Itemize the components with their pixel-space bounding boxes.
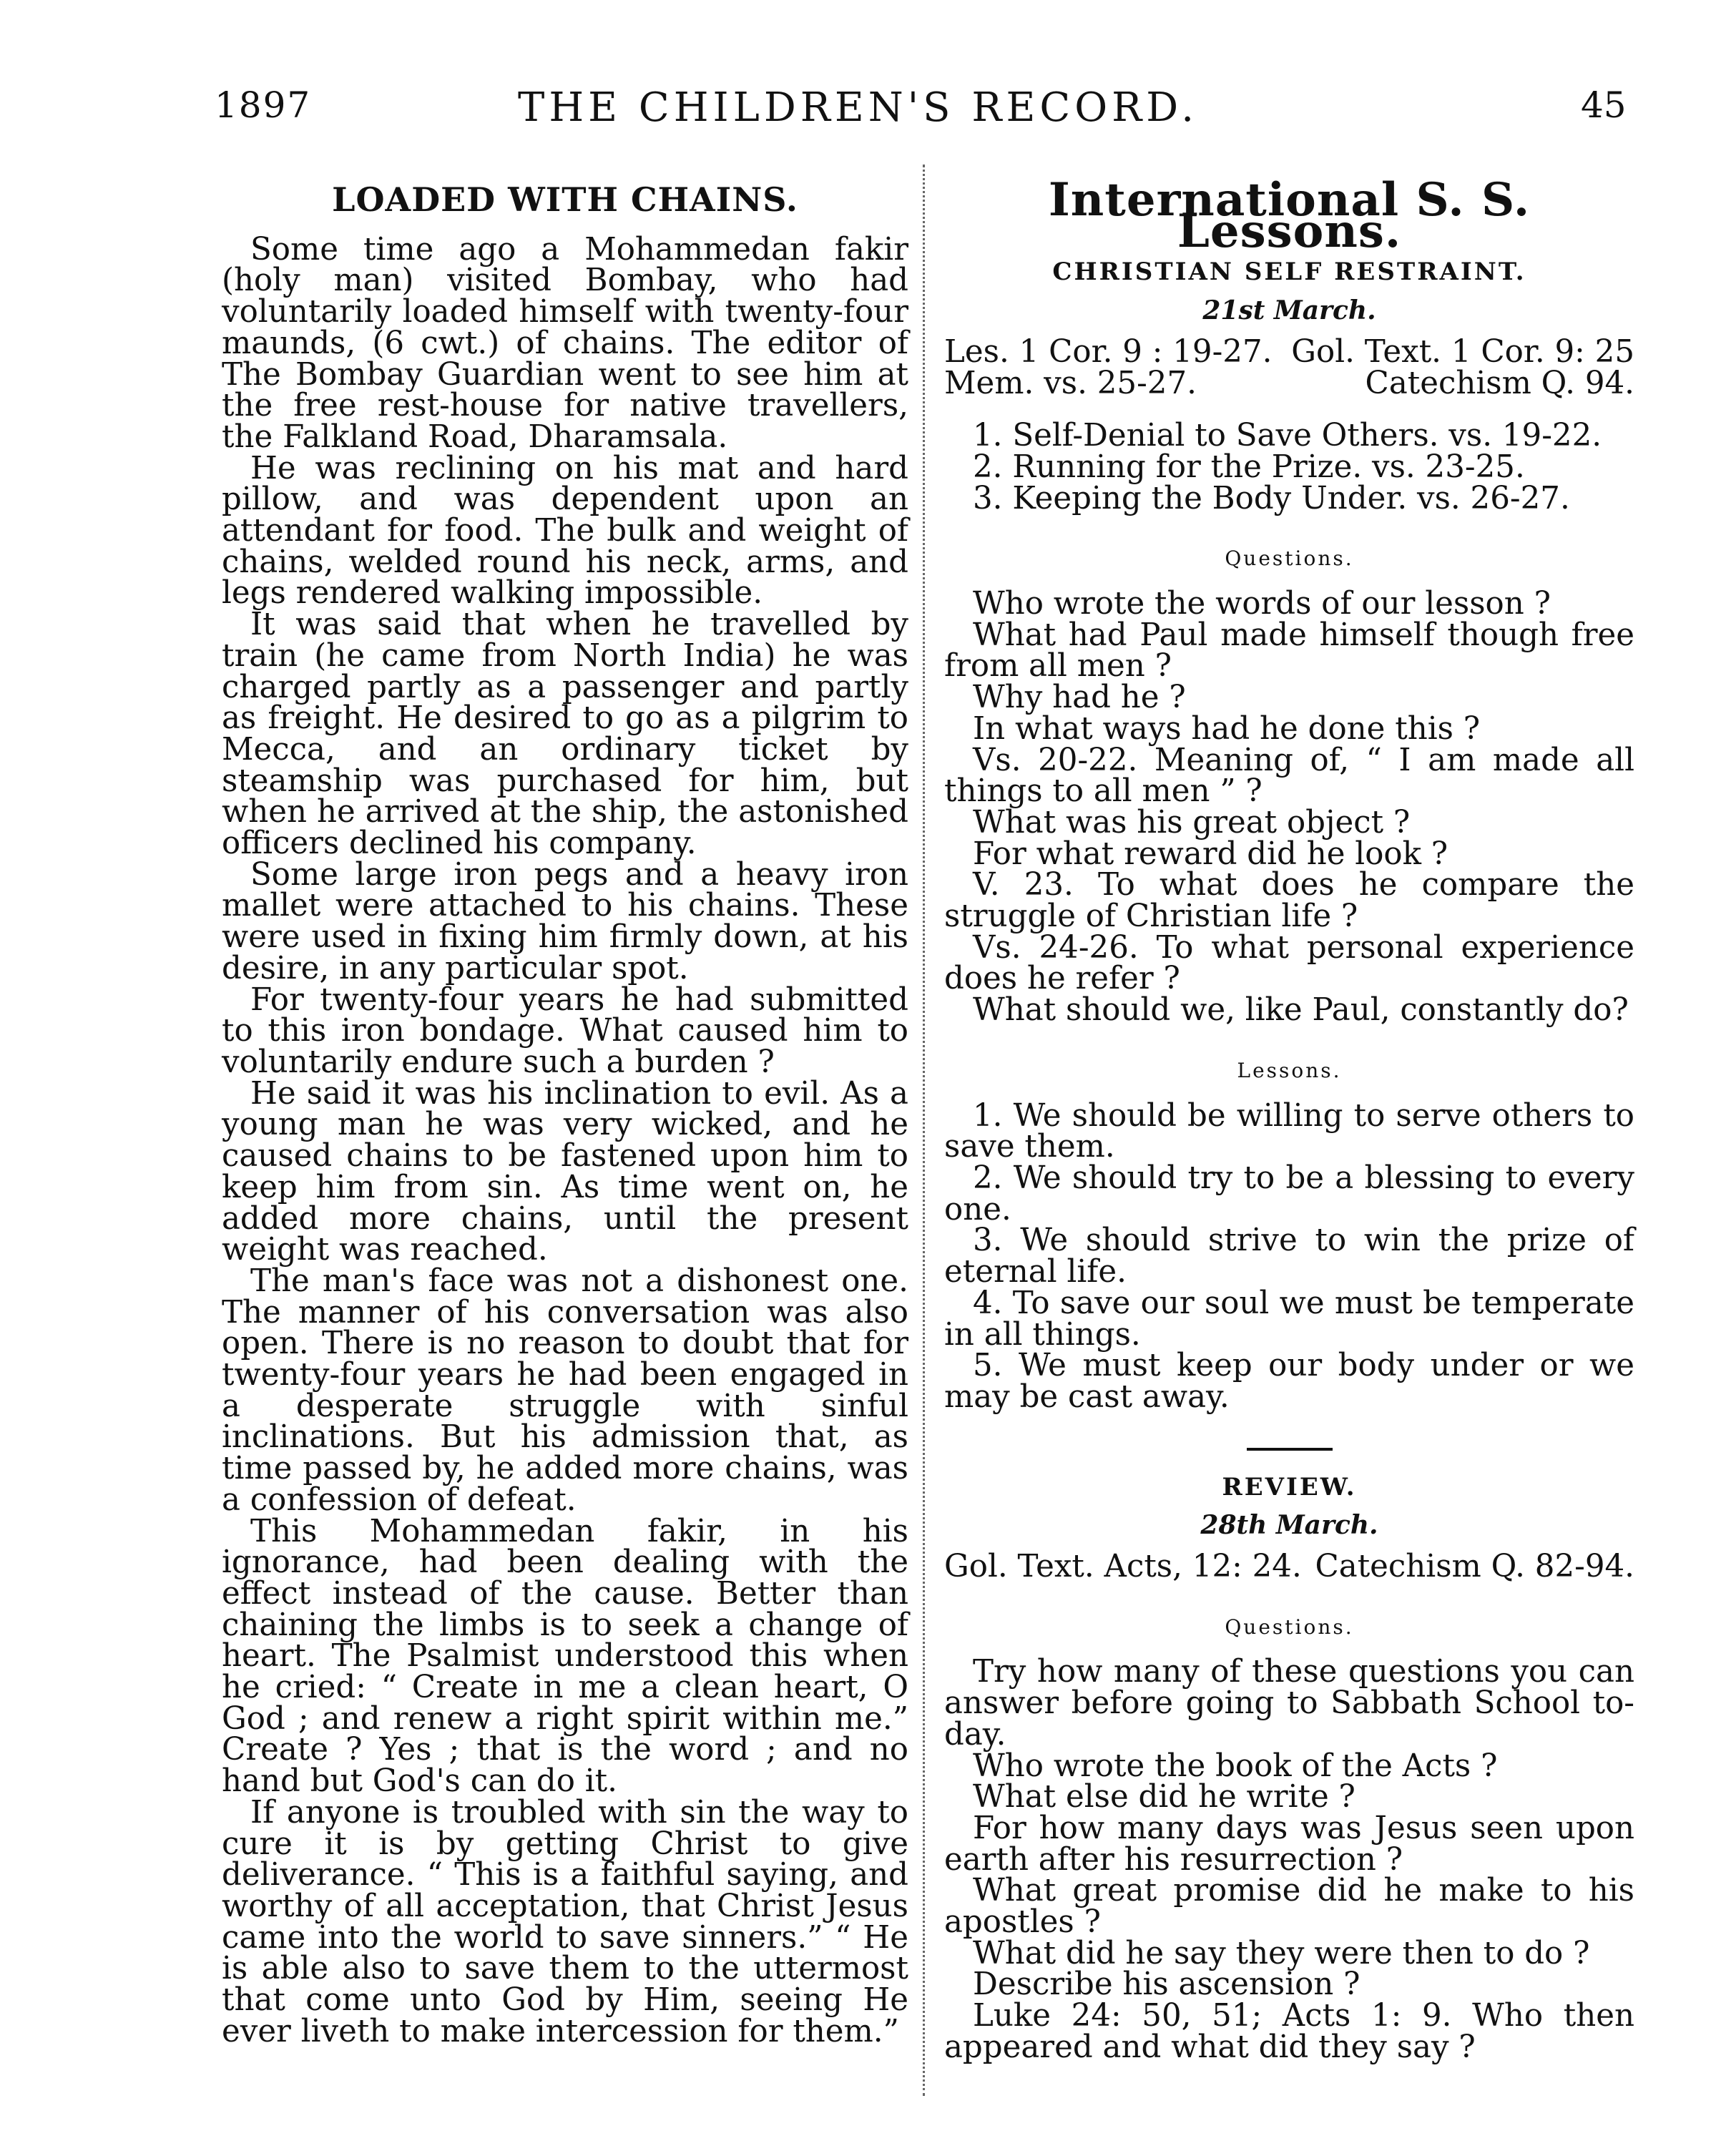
review-question: Try how many of these questions you can answer before going to Sabbath School to-day. <box>944 1654 1634 1753</box>
catechism-ref: Catechism Q. 94. <box>1365 365 1634 401</box>
article-paragraph: Some time ago a Mohammedan fakir (holy man) visited Bombay, who had voluntarily loaded himself with twenty-four maunds, (6 cwt.) of chains. The editor of The Bombay Guardian went to see him at the free rest-house for native travellers, the Falkland Road, Dharamsala. <box>222 231 908 455</box>
question: Vs. 24-26. To what personal experience does he refer ? <box>944 929 1634 997</box>
review-question: For how many days was Jesus seen upon earth after his resurrection ? <box>944 1810 1634 1878</box>
article-paragraph: If anyone is troubled with sin the way to cure it is by getting Christ to give deliverance. “ This is a faithful saying, and worthy of all acceptation, that Christ Jesus came into the world to save sinners.” “ He is able also to save them to the uttermost that come unto God by Him, seeing He ever liveth to make intercession for them.” <box>222 1794 908 2049</box>
question: What should we, like Paul, constantly do? <box>973 992 1629 1029</box>
question: What had Paul made himself though free from all men ? <box>944 617 1634 685</box>
left-column <box>222 180 908 2049</box>
lesson-point: 3. We should strive to win the prize of eternal life. <box>944 1222 1634 1290</box>
catechism-ref: Catechism Q. 82-94. <box>1315 1549 1634 1585</box>
article-paragraph: Some large iron pegs and a heavy iron mallet were attached to his chains. These were used in fixing him firmly down, at his desire, in any particular spot. <box>222 856 908 986</box>
review-question: Luke 24: 50, 51; Acts 1: 9. Who then appeared and what did they say ? <box>944 1998 1634 2065</box>
outline-item: 3. Keeping the Body Under. vs. 26-27. <box>973 480 1570 516</box>
questions-heading: Questions. <box>1225 547 1354 571</box>
publication-title: THE CHILDREN'S RECORD. <box>517 84 1199 131</box>
lesson-reference: Les. 1 Cor. 9 : 19-27. <box>944 333 1273 370</box>
memory-reference-row <box>944 365 1634 401</box>
golden-text: Gol. Text. Acts, 12: 24. <box>944 1549 1302 1585</box>
lesson-title: CHRISTIAN SELF RESTRAINT. <box>1052 258 1526 287</box>
outline-item: 2. Running for the Prize. vs. 23-25. <box>973 449 1525 485</box>
golden-text: Gol. Text. 1 Cor. 9: 25 <box>1291 333 1634 370</box>
running-header <box>0 84 1716 142</box>
lesson-date: 21st March. <box>1202 295 1376 326</box>
lesson-point: 4. To save our soul we must be temperate in all things. <box>944 1285 1634 1353</box>
column-divider <box>923 165 925 2096</box>
article-paragraph: The man's face was not a dishonest one. The manner of his conversation was also open. There is no reason to doubt that for twenty-four years he had been engaged in a desperate struggle with sinful inclinations. But his admission that, as time passed by, he added more chains, was a confession of defeat. <box>222 1263 908 1518</box>
article-paragraph: This Mohammedan fakir, in his ignorance, had been dealing with the effect instead of the cause. Better than chaining the limbs is to seek a change of heart. The Psalmist understood this when he cried: “ Create in me a clean heart, O God ; and renew a right spirit within me.” Create ? Yes ; that is the word ; and no hand but God's can do it. <box>222 1513 908 1800</box>
section-rule <box>1247 1448 1333 1451</box>
question: Why had he ? <box>973 680 1186 716</box>
header-year: 1897 <box>215 84 312 126</box>
lesson-point: 2. We should try to be a blessing to every one. <box>944 1160 1634 1228</box>
article-title: LOADED WITH CHAINS. <box>332 180 798 219</box>
section-title: International S. S. Lessons. <box>1048 173 1531 258</box>
article-paragraph: For twenty-four years he had submitted to this iron bondage. What caused him to voluntarily endure such a burden ? <box>222 981 908 1080</box>
review-question: What great promise did he make to his apostles ? <box>944 1873 1634 1941</box>
page-number: 45 <box>1581 84 1627 126</box>
review-date: 28th March. <box>1200 1510 1378 1541</box>
review-question: Who wrote the book of the Acts ? <box>973 1748 1498 1784</box>
question: Vs. 20-22. Meaning of, “ I am made all things to all men ” ? <box>944 742 1634 810</box>
lesson-point: 5. We must keep our body under or we may be cast away. <box>944 1348 1634 1415</box>
article-paragraph: It was said that when he travelled by train (he came from North India) he was charged partly as a passenger and partly as freight. He desired to go as a pilgrim to Mecca, and an ordinary ticket by steamship was purchased for him, but when he arrived at the ship, the astonished officers declined his company. <box>222 607 908 862</box>
question: Who wrote the words of our lesson ? <box>973 586 1551 622</box>
memory-verses: Mem. vs. 25-27. <box>944 365 1197 401</box>
question: For what reward did he look ? <box>973 836 1448 872</box>
lesson-reference-row <box>944 333 1634 370</box>
review-question: Describe his ascension ? <box>973 1966 1360 2003</box>
question: In what ways had he done this ? <box>973 710 1481 747</box>
review-questions-heading: Questions. <box>1225 1614 1354 1639</box>
article-paragraph: He said it was his inclination to evil. As a young man he was very wicked, and he caused chains to be fastened upon him to keep him from sin. As time went on, he added more chains, until the present weight was reached. <box>222 1075 908 1268</box>
question: V. 23. To what does he compare the struggle of Christian life ? <box>944 867 1634 935</box>
review-question: What else did he write ? <box>973 1779 1355 1816</box>
review-title: REVIEW. <box>1222 1472 1357 1501</box>
review-question: What did he say they were then to do ? <box>973 1935 1590 1971</box>
lesson-point: 1. We should be willing to serve others to save them. <box>944 1097 1634 1165</box>
right-column <box>944 173 1634 2065</box>
review-reference-row <box>944 1549 1634 1585</box>
lessons-heading: Lessons. <box>1237 1058 1342 1082</box>
question: What was his great object ? <box>973 804 1411 841</box>
article-paragraph: He was reclining on his mat and hard pillow, and was dependent upon an attendant for food. The bulk and weight of chains, welded round his neck, arms, and legs rendered walking impossible. <box>222 450 908 612</box>
outline-item: 1. Self-Denial to Save Others. vs. 19-22. <box>973 418 1602 454</box>
